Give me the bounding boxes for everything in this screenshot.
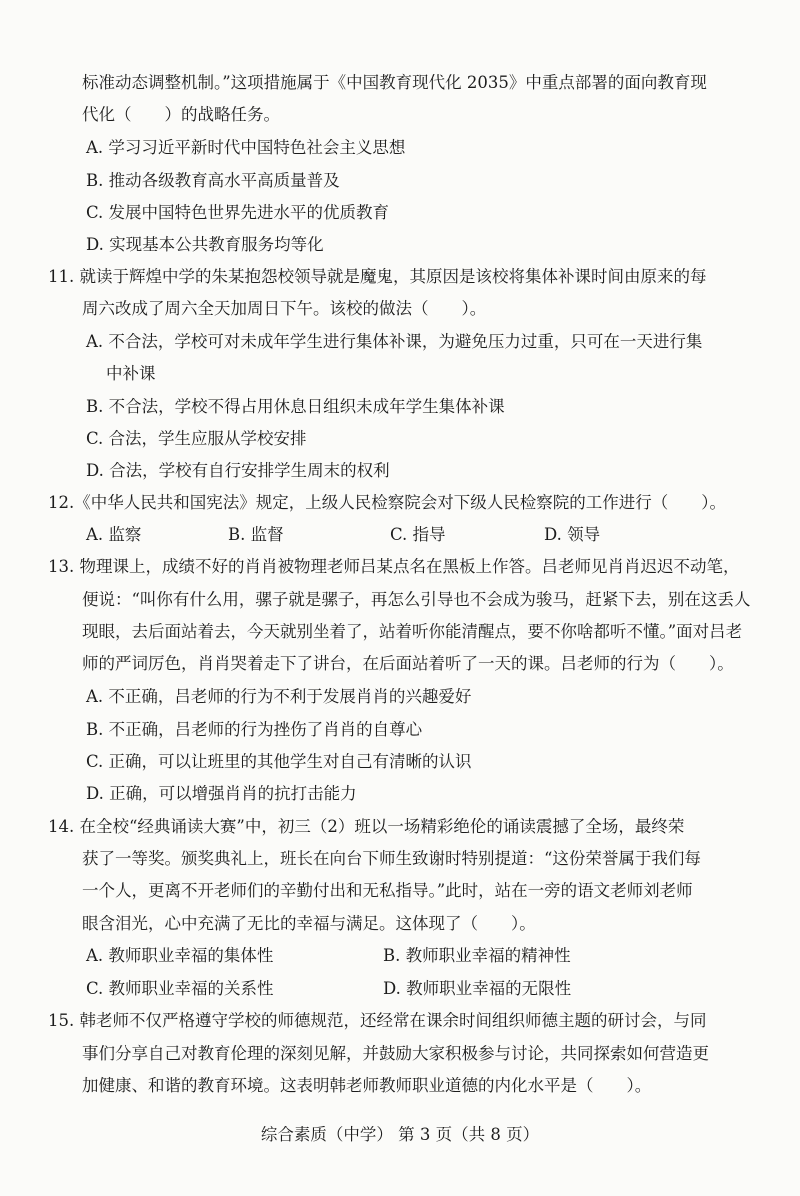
question-13-option-c: C. 正确，可以让班里的其他学生对自己有清晰的认识 [86, 752, 472, 771]
question-11-option-a-cont: 中补课 [106, 364, 156, 383]
question-12-option-c: C. 指导 [390, 525, 446, 544]
question-13-option-d: D. 正确，可以增强肖肖的抗打击能力 [86, 784, 357, 803]
option-c: C. 发展中国特色世界先进水平的优质教育 [86, 203, 390, 222]
question-11-option-a: A. 不合法，学校可对未成年学生进行集体补课，为避免压力过重，只可在一天进行集 [86, 332, 703, 351]
question-13-stem-cont: 师的严词厉色，肖肖哭着走下了讲台，在后面站着听了一天的课。吕老师的行为（ ）。 [82, 654, 734, 673]
question-12-option-a: A. 监察 [86, 525, 142, 544]
question-13-option-b: B. 不正确，吕老师的行为挫伤了肖肖的自尊心 [86, 720, 423, 739]
question-12-option-d: D. 领导 [544, 525, 601, 544]
question-11-option-b: B. 不合法，学校不得占用休息日组织未成年学生集体补课 [86, 397, 505, 416]
question-14-stem: 14. 在全校“经典诵读大赛”中，初三（2）班以一场精彩绝伦的诵读震撼了全场，最终荣 [48, 817, 685, 836]
question-12-option-b: B. 监督 [228, 525, 284, 544]
option-b: B. 推动各级教育高水平高质量普及 [86, 171, 340, 190]
question-continuation-line: 代化（ ）的战略任务。 [82, 105, 280, 124]
question-14-options-row2 [86, 978, 726, 1000]
question-12-options [86, 524, 746, 546]
question-15-stem-cont: 加健康、和谐的教育环境。这表明韩老师教师职业道德的内化水平是（ ）。 [82, 1076, 652, 1095]
question-14-stem-cont: 眼含泪光，心中充满了无比的幸福与满足。这体现了（ ）。 [82, 914, 536, 933]
option-a: A. 学习习近平新时代中国特色社会主义思想 [86, 138, 406, 157]
question-15-stem-cont: 事们分享自己对教育伦理的深刻见解，并鼓励大家积极参与讨论，共同探索如何营造更 [82, 1044, 709, 1063]
question-11-option-c: C. 合法，学生应服从学校安排 [86, 429, 307, 448]
question-14-option-d: D. 教师职业幸福的无限性 [383, 979, 572, 998]
question-13-stem-cont: 现眼，去后面站着去，今天就别坐着了，站着听你能清醒点，要不你啥都听不懂。”面对吕老 [82, 622, 743, 641]
question-continuation-line: 标准动态调整机制。”这项措施属于《中国教育现代化 2035》中重点部署的面向教育现 [82, 73, 707, 92]
question-14-options-row1 [86, 945, 726, 967]
question-11-stem-cont: 周六改成了周六全天加周日下午。该校的做法（ ）。 [82, 299, 487, 318]
question-13-stem: 13. 物理课上，成绩不好的肖肖被物理老师吕某点名在黑板上作答。吕老师见肖肖迟迟不动笔， [48, 557, 740, 576]
question-13-stem-cont: 便说：“叫你有什么用，骡子就是骡子，再怎么引导也不会成为骏马，赶紧下去，别在这丢人 [82, 590, 751, 609]
page-footer: 综合素质（中学） 第 3 页（共 8 页） [260, 1125, 540, 1144]
question-14-stem-cont: 获了一等奖。颁奖典礼上，班长在向台下师生致谢时特别提道：“这份荣誉属于我们每 [82, 849, 701, 868]
question-13-option-a: A. 不正确，吕老师的行为不利于发展肖肖的兴趣爱好 [86, 687, 472, 706]
question-11-stem: 11. 就读于辉煌中学的朱某抱怨校领导就是魔鬼，其原因是该校将集体补课时间由原来的每 [48, 267, 707, 286]
option-d: D. 实现基本公共教育服务均等化 [86, 235, 324, 254]
question-14-stem-cont: 一个人，更离不开老师们的辛勤付出和无私指导。”此时，站在一旁的语文老师刘老师 [82, 881, 693, 900]
question-14-option-a: A. 教师职业幸福的集体性 [86, 946, 274, 965]
question-12-stem: 12.《中华人民共和国宪法》规定，上级人民检察院会对下级人民检察院的工作进行（ ）。 [48, 493, 726, 512]
question-14-option-c: C. 教师职业幸福的关系性 [86, 979, 274, 998]
question-15-stem: 15. 韩老师不仅严格遵守学校的师德规范，还经常在课余时间组织师德主题的研讨会，与同 [48, 1011, 707, 1030]
question-14-option-b: B. 教师职业幸福的精神性 [383, 946, 571, 965]
question-11-option-d: D. 合法，学校有自行安排学生周末的权利 [86, 461, 390, 480]
